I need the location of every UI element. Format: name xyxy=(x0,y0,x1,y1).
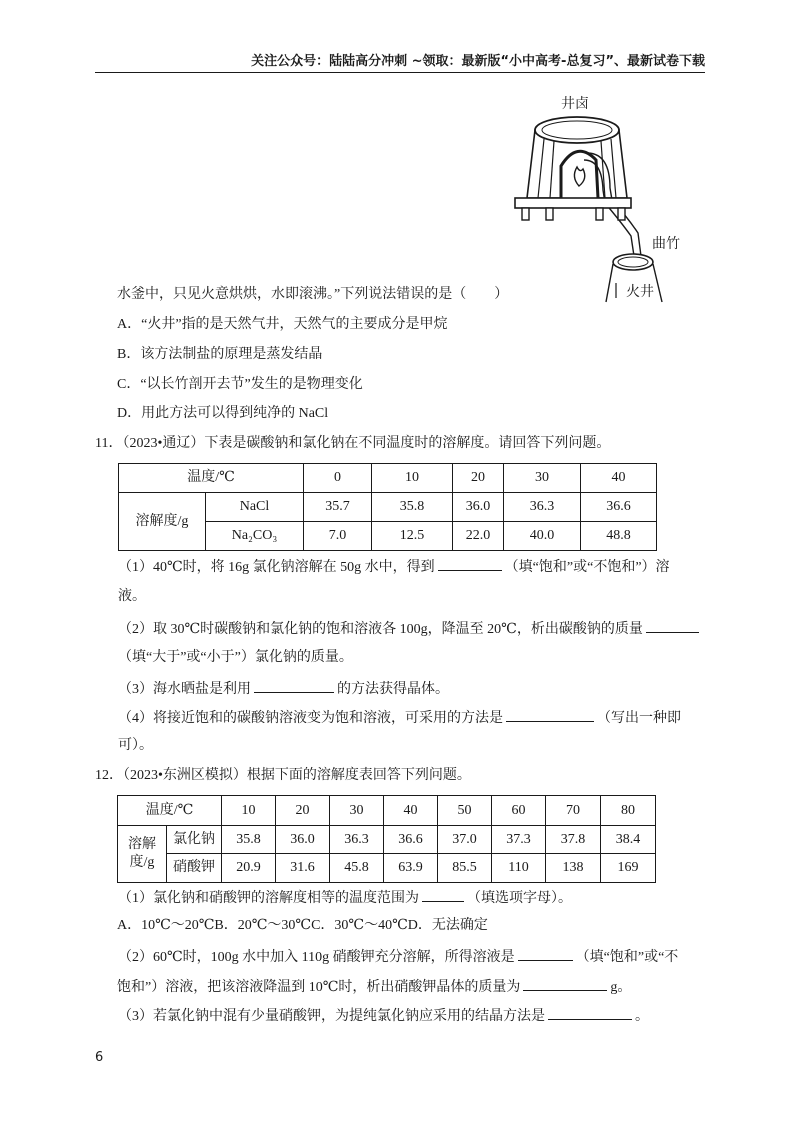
value-cell: 63.9 xyxy=(384,854,438,883)
q12-part1-options: A．10℃～20℃B．20℃～30℃C．30℃～40℃D．无法确定 xyxy=(117,918,488,933)
q11-part2-continued: （填“大于”或“小于”）氯化钠的质量。 xyxy=(118,650,353,665)
figure-label-brine: 井卤 xyxy=(561,97,589,112)
q12-part1-text: （1）氯化钠和硝酸钾的溶解度相等的温度范围为 xyxy=(118,891,419,906)
value-cell: 36.6 xyxy=(581,493,657,522)
q12-part2-cont-text: 饱和”）溶液，把该溶液降温到 10℃时，析出硝酸钾晶体的质量为 xyxy=(117,980,521,995)
platform xyxy=(515,198,631,208)
value-cell: 38.4 xyxy=(601,826,656,854)
q10-option-d: D．用此方法可以得到纯净的 NaCl xyxy=(117,406,329,421)
q11-part2 xyxy=(118,618,702,638)
answer-blank xyxy=(506,707,594,722)
answer-blank xyxy=(523,976,607,991)
fire-well-right-wall xyxy=(653,264,662,302)
value-cell: 37.3 xyxy=(492,826,546,854)
value-cell: 45.8 xyxy=(330,854,384,883)
value-cell: 20.9 xyxy=(222,854,276,883)
q11-part4-continued: 可）。 xyxy=(118,738,153,753)
value-cell: 36.6 xyxy=(384,826,438,854)
value-cell: 35.8 xyxy=(372,493,453,522)
value-cell: 85.5 xyxy=(438,854,492,883)
q10-option-b: B．该方法制盐的原理是蒸发结晶 xyxy=(117,347,323,362)
value-cell: 22.0 xyxy=(453,522,504,551)
temp-cell: 50 xyxy=(438,796,492,826)
substance-name-cell: 氯化钠 xyxy=(167,826,222,854)
value-cell: 7.0 xyxy=(304,522,372,551)
temp-cell: 70 xyxy=(546,796,601,826)
q12-stem: 12．（2023•东洲区模拟）根据下面的溶解度表回答下列问题。 xyxy=(95,768,471,783)
page-header-text: 关注公众号：陆陆高分冲刺 ~领取：最新版“小中高考-总复习”、最新试卷下载 xyxy=(251,54,705,69)
value-cell: 36.3 xyxy=(504,493,581,522)
figure-label-fire-well: 火井 xyxy=(626,285,654,300)
q11-part4 xyxy=(118,707,681,727)
solubility-label-line: 溶解 xyxy=(128,837,156,852)
q12-part1 xyxy=(118,887,572,907)
value-cell: 110 xyxy=(492,854,546,883)
substance-name-cell: NaCl xyxy=(206,493,304,522)
value-cell: 35.8 xyxy=(222,826,276,854)
answer-blank xyxy=(254,678,334,693)
answer-blank xyxy=(422,887,464,902)
q12-part2 xyxy=(118,946,678,966)
value-cell: 12.5 xyxy=(372,522,453,551)
page-number: 6 xyxy=(95,1050,104,1065)
value-cell: 40.0 xyxy=(504,522,581,551)
q10-stem-tail: 水釜中，只见火意烘烘，水即滚沸。”下列说法错误的是（ ） xyxy=(117,287,509,302)
q11-part2-text: （2）取 30℃时碳酸钠和氯化钠的饱和溶液各 100g，降温至 20℃，析出碳酸钠的质量 xyxy=(118,622,643,637)
q11-part4-text-after: （写出一种即 xyxy=(597,711,681,726)
q11-part4-text: （4）将接近饱和的碳酸钠溶液变为饱和溶液，可采用的方法是 xyxy=(118,711,503,726)
q12-part2-cont-unit: g。 xyxy=(610,980,632,995)
temp-cell: 40 xyxy=(581,464,657,493)
value-cell: 37.8 xyxy=(546,826,601,854)
q10-option-a: A．“火井”指的是天然气井，天然气的主要成分是甲烷 xyxy=(117,317,448,332)
q12-part3-text: （3）若氯化钠中混有少量硝酸钾，为提纯氯化钠应采用的结晶方法是 xyxy=(118,1009,545,1024)
q11-part3 xyxy=(118,678,449,698)
answer-blank xyxy=(548,1005,632,1020)
value-cell: 169 xyxy=(601,854,656,883)
answer-blank xyxy=(646,618,699,633)
value-cell: 138 xyxy=(546,854,601,883)
solubility-label-cell: 溶解度/g xyxy=(119,493,206,551)
value-cell: 48.8 xyxy=(581,522,657,551)
answer-blank xyxy=(518,946,573,961)
q11-part1-text-after: （填“饱和”或“不饱和”）溶 xyxy=(504,560,670,575)
value-cell: 35.7 xyxy=(304,493,372,522)
temp-cell: 60 xyxy=(492,796,546,826)
q10-option-c: C．“以长竹剖开去节”发生的是物理变化 xyxy=(117,377,363,392)
q12-part1-text-after: （填选项字母）。 xyxy=(467,891,572,906)
answer-blank xyxy=(438,556,502,571)
header-rule xyxy=(95,72,705,73)
fire-well-mouth xyxy=(613,254,653,270)
platform-legs xyxy=(522,208,625,220)
q12-part2-text-after: （填“饱和”或“不 xyxy=(575,950,679,965)
value-cell: 36.0 xyxy=(276,826,330,854)
temp-cell: 0 xyxy=(304,464,372,493)
fire-well-left-wall xyxy=(606,264,613,302)
q11-solubility-table xyxy=(118,463,657,551)
temp-header-cell: 温度/℃ xyxy=(118,796,222,826)
q11-stem: 11．（2023•通辽）下表是碳酸钠和氯化钠在不同温度时的溶解度。请回答下列问题。 xyxy=(95,436,611,451)
q12-part3 xyxy=(118,1005,649,1025)
temp-cell: 10 xyxy=(372,464,453,493)
value-cell: 36.3 xyxy=(330,826,384,854)
temp-cell: 30 xyxy=(330,796,384,826)
temp-cell: 30 xyxy=(504,464,581,493)
q12-part3-text-after: 。 xyxy=(635,1009,649,1024)
temp-cell: 80 xyxy=(601,796,656,826)
value-cell: 36.0 xyxy=(453,493,504,522)
q11-part1-continued: 液。 xyxy=(118,589,146,604)
value-cell: 37.0 xyxy=(438,826,492,854)
temp-cell: 20 xyxy=(453,464,504,493)
value-cell: 31.6 xyxy=(276,854,330,883)
temp-header-cell: 温度/℃ xyxy=(119,464,304,493)
temp-cell: 10 xyxy=(222,796,276,826)
figure-label-bamboo: 曲竹 xyxy=(652,237,680,252)
q12-solubility-table xyxy=(117,795,656,883)
q11-part1-text: （1）40℃时，将 16g 氯化钠溶解在 50g 水中，得到 xyxy=(118,560,435,575)
brine-well-figure xyxy=(500,85,700,310)
substance-name-cell: 硝酸钾 xyxy=(167,854,222,883)
temp-cell: 20 xyxy=(276,796,330,826)
q12-part2-continued xyxy=(117,976,631,996)
substance-name-cell: Na₂CO₃ xyxy=(206,522,304,551)
solubility-label-line: 度/g xyxy=(129,855,155,870)
temp-cell: 40 xyxy=(384,796,438,826)
q12-part2-text: （2）60℃时，100g 水中加入 110g 硝酸钾充分溶解，所得溶液是 xyxy=(118,950,515,965)
q11-part1 xyxy=(118,556,670,576)
q11-part3-text-after: 的方法获得晶体。 xyxy=(337,682,449,697)
q11-part3-text: （3）海水晒盐是利用 xyxy=(118,682,251,697)
solubility-label-cell xyxy=(118,826,167,883)
